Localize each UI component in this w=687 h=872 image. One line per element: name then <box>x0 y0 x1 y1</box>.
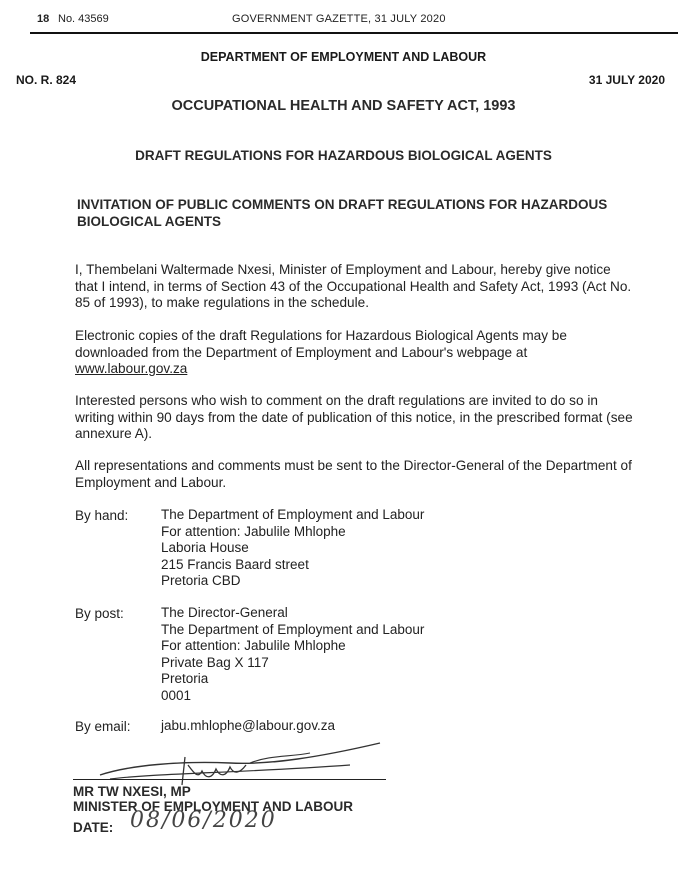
gazette-title: GOVERNMENT GAZETTE, 31 JULY 2020 <box>232 13 446 25</box>
address-line: Laboria House <box>161 540 249 556</box>
paragraph-notice: I, Thembelani Waltermade Nxesi, Minister of Employment and Labour, hereby give notice that I intend, in terms of Section 43 of the Occupational Health and Safety Act, 1993 (Act No. 85 of 1993), to make regulations in the schedule. <box>75 262 632 311</box>
handwritten-date: 08/06/2020 <box>130 808 277 833</box>
address-line: The Department of Employment and Labour <box>161 621 425 637</box>
signatory-title: MINISTER OF EMPLOYMENT AND LABOUR <box>73 799 353 814</box>
gazette-number: No. 43569 <box>58 13 109 25</box>
by-hand-address <box>161 507 561 590</box>
paragraph-representations: All representations and comments must be sent to the Director-General of the Department of Employment and Labour. <box>75 458 632 490</box>
address-line: For attention: Jabulile Mhlophe <box>161 523 346 539</box>
paragraph-electronic-copies <box>75 328 635 378</box>
address-line: 0001 <box>161 687 192 703</box>
act-title: OCCUPATIONAL HEALTH AND SAFETY ACT, 1993 <box>171 98 516 114</box>
invitation-title: INVITATION OF PUBLIC COMMENTS ON DRAFT REGULATIONS FOR HAZARDOUS BIOLOGICAL AGENTS <box>77 197 608 229</box>
page-number: 18 <box>37 13 50 25</box>
by-post-label: By post: <box>75 606 124 621</box>
address-line: For attention: Jabulile Mhlophe <box>161 638 346 654</box>
email-value: jabu.mhlophe@labour.gov.za <box>161 718 336 733</box>
by-email-label: By email: <box>75 719 131 734</box>
address-line: Private Bag X 117 <box>161 654 269 670</box>
header-rule <box>30 32 678 34</box>
date-label: DATE: <box>73 820 114 835</box>
paragraph-electronic-copies-text: Electronic copies of the draft Regulations for Hazardous Biological Agents may be downloaded from the Department of Employment and Labour's webpage at <box>75 328 567 360</box>
draft-title: DRAFT REGULATIONS FOR HAZARDOUS BIOLOGICAL AGENTS <box>135 148 552 163</box>
paragraph-comments: Interested persons who wish to comment on the draft regulations are invited to do so in writing within 90 days from the date of publication of this notice, in the prescribed format (see annexure A). <box>75 393 633 442</box>
address-line: The Director-General <box>161 605 288 620</box>
by-post-address <box>161 605 561 705</box>
signatory-name: MR TW NXESI, MP <box>73 784 191 799</box>
notice-date: 31 JULY 2020 <box>588 73 665 87</box>
by-hand-label: By hand: <box>75 508 129 523</box>
department-heading: DEPARTMENT OF EMPLOYMENT AND LABOUR <box>200 50 487 64</box>
notice-number: NO. R. 824 <box>16 73 77 87</box>
address-line: Pretoria CBD <box>161 573 241 589</box>
email-address <box>161 718 561 735</box>
address-line: The Department of Employment and Labour <box>161 507 425 522</box>
signature-line <box>73 779 386 780</box>
address-line: Pretoria <box>161 671 209 687</box>
labour-website-link[interactable]: www.labour.gov.za <box>75 361 188 377</box>
address-line: 215 Francis Baard street <box>161 556 309 572</box>
